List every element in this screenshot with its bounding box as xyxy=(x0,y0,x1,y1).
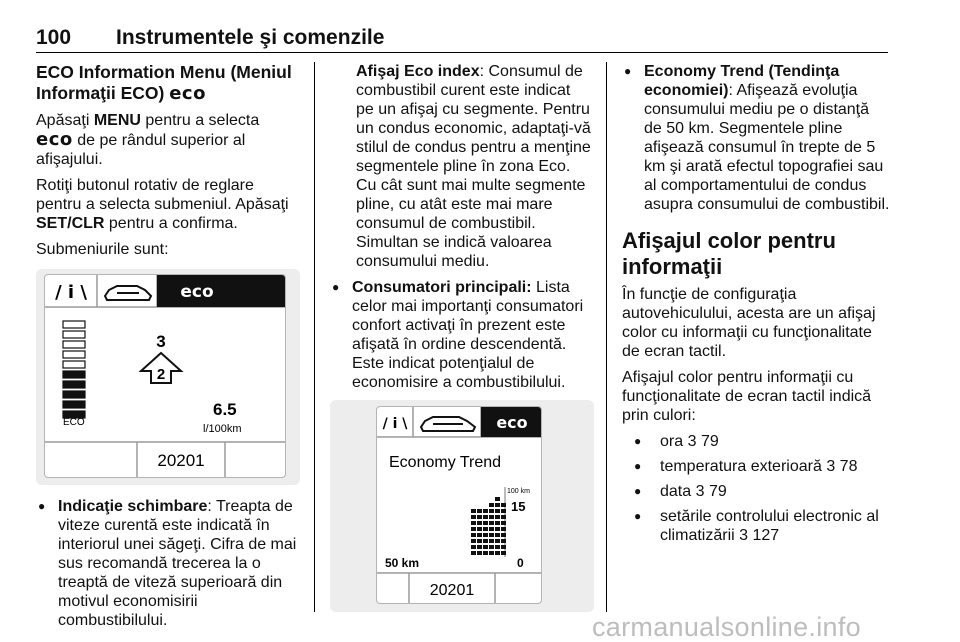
current-gear: 2 xyxy=(156,366,166,383)
page-ref-link[interactable]: 127 xyxy=(752,527,780,544)
trend-segment xyxy=(483,521,488,525)
trip-info-icon-2: / i \ xyxy=(382,416,408,432)
trend-segment xyxy=(489,503,494,507)
paragraph-color-display-2: Afişajul color pentru informaţii cu funcţionalitate de ecran tactil indică prin culori: xyxy=(622,369,872,424)
color-display-list xyxy=(622,432,890,545)
trend-segment xyxy=(471,551,476,555)
trend-segment xyxy=(471,527,476,531)
car-icon-2 xyxy=(421,417,475,431)
trend-segment xyxy=(489,545,494,549)
trend-segment xyxy=(489,551,494,555)
trend-segment xyxy=(477,545,482,549)
eco-glyph: eco xyxy=(169,83,206,104)
gear-shift-display xyxy=(45,275,286,478)
paragraph-eco-index: Afişaj Eco index: Consumul de combustibil curent este indicat pe un afişaj cu segmente. Pentru un condus economic, adaptaţi-vă stilul de condus pentru a menţine segmentele pline în zona Eco. Cu cât sunt mai multe segmente pline, cu atât este mai mare consumul de combustibil. Simultan se indică valoarea consumului mediu. xyxy=(356,63,591,270)
eco-segment xyxy=(63,351,85,358)
trend-segment xyxy=(477,509,482,513)
eco-segment xyxy=(63,371,85,378)
page-ref-link[interactable]: 78 xyxy=(839,458,858,475)
section-heading-eco-menu: ECO Information Menu (Meniul Informaţii ECO) eco xyxy=(36,62,292,104)
trend-segment xyxy=(489,539,494,543)
eco-glyph-inline: eco xyxy=(36,129,73,150)
trend-segment xyxy=(501,503,506,507)
trend-segment xyxy=(495,521,500,525)
trend-segment xyxy=(483,551,488,555)
column-2 xyxy=(330,62,592,612)
trend-segment xyxy=(495,551,500,555)
eco-segment xyxy=(63,341,85,348)
trend-segment xyxy=(495,509,500,513)
eco-display-image-2 xyxy=(330,400,594,612)
page-ref-icon: 3 xyxy=(695,483,705,500)
trend-segment xyxy=(495,545,500,549)
trend-bars xyxy=(471,497,506,555)
eco-segment xyxy=(63,361,85,368)
page-number: 100 xyxy=(36,26,72,49)
trend-segment xyxy=(495,539,500,543)
trend-segment xyxy=(495,497,500,501)
page-ref-link[interactable]: 79 xyxy=(700,433,719,450)
trend-segment xyxy=(489,521,494,525)
recommended-gear: 3 xyxy=(156,332,166,351)
column-1 xyxy=(36,62,300,638)
eco-display-screen-2 xyxy=(376,406,542,604)
trend-segment xyxy=(501,545,506,549)
eco-segment xyxy=(63,381,85,388)
odometer-value-2: 20201 xyxy=(429,582,475,599)
scale-value: 15 xyxy=(511,499,526,514)
trend-segment xyxy=(477,539,482,543)
consumption-unit: l/100km xyxy=(203,423,242,435)
eco-segment xyxy=(63,321,85,328)
eco-bar-label: ECO xyxy=(63,417,85,428)
trend-segment xyxy=(477,551,482,555)
paragraph-submenus: Submeniurile sunt: xyxy=(36,241,169,258)
watermark: carmanualsonline.info xyxy=(592,612,861,642)
trend-segment xyxy=(483,545,488,549)
trend-segment xyxy=(477,521,482,525)
trend-segment xyxy=(483,515,488,519)
header-rule xyxy=(36,52,888,53)
trend-segment xyxy=(471,545,476,549)
trend-segment xyxy=(501,551,506,555)
trend-segment xyxy=(477,533,482,537)
trend-segment xyxy=(501,539,506,543)
paragraph-color-display-1: În funcţie de configuraţia autovehiculului, acesta are un afişaj color cu informaţii cu funcţionalitate de ecran tactil. xyxy=(622,286,876,360)
eco-display-screen-1 xyxy=(44,274,286,478)
trend-segment xyxy=(471,509,476,513)
trend-segment xyxy=(489,515,494,519)
setclr-button-name: SET/CLR xyxy=(36,215,105,232)
odometer-value: 20201 xyxy=(157,451,205,470)
list-item: ● temperatura exterioară 3 78 xyxy=(622,457,890,476)
trend-segment xyxy=(483,509,488,513)
economy-trend-display xyxy=(377,407,542,604)
trend-segment xyxy=(483,533,488,537)
menu-button-name: MENU xyxy=(93,112,141,129)
list-item: ● data 3 79 xyxy=(622,482,890,501)
bullet-gear-shift: ● Indicaţie schimbare: Treapta de viteze curentă este indicată în interiorul unei săgeţi. Cifra de mai sus recomandă trecerea la o treaptă de viteză superioară din motivul economisirii combustibilului. xyxy=(36,497,300,630)
bullet-economy-trend: ● Economy Trend (Tendinţa economiei): Afişează evoluţia consumului mediu pe o distanţă de 50 km. Segmentele pline afişează consumul în trepte de 5 km şi arată efectul topografiei sau al comportamentului de condus asupra consumului de combustibil. xyxy=(622,62,890,214)
chapter-title: Instrumentele şi comenzile xyxy=(116,26,385,49)
axis-label-50km: 50 km xyxy=(385,556,420,570)
trend-segment xyxy=(483,539,488,543)
trend-segment xyxy=(477,515,482,519)
trend-segment xyxy=(471,533,476,537)
column-divider-1 xyxy=(314,62,315,612)
eco-segment xyxy=(63,391,85,398)
page-ref-icon: 3 xyxy=(826,458,836,475)
trend-segment xyxy=(489,527,494,531)
trend-segment xyxy=(471,539,476,543)
trend-segment xyxy=(495,533,500,537)
trip-info-icon: / i \ xyxy=(55,282,87,303)
eco-display-image-1 xyxy=(36,269,300,485)
trend-segment xyxy=(501,509,506,513)
eco-segment xyxy=(63,331,85,338)
trend-segment xyxy=(477,527,482,531)
list-item: ● ora 3 79 xyxy=(622,432,890,451)
eco-segment-bar xyxy=(63,321,85,418)
paragraph-rotate: Rotiţi butonul rotativ de reglare pentru a selecta submeniul. Apăsaţi SET/CLR pentru a confirma. xyxy=(36,177,289,232)
section-heading-color-display: Afişajul color pentru informaţii xyxy=(622,228,836,279)
trend-segment xyxy=(495,503,500,507)
bullet-main-consumers: ● Consumatori principali: Lista celor mai importanţi consumatori confort activaţi în prezent este afişată în ordine descendentă. Este indicat potenţialul de economisire a combustibilului. xyxy=(330,278,592,392)
trend-segment xyxy=(483,527,488,531)
scale-unit: 100 km xyxy=(507,488,530,495)
column-3 xyxy=(622,62,890,551)
paragraph-menu: Apăsaţi MENU pentru a selecta eco de pe rândul superior al afişajului. xyxy=(36,112,260,168)
economy-trend-title: Economy Trend xyxy=(389,454,502,471)
trend-segment xyxy=(489,509,494,513)
page-ref-icon: 3 xyxy=(739,527,749,544)
axis-label-zero: 0 xyxy=(517,556,524,570)
trend-segment xyxy=(471,521,476,525)
eco-segment xyxy=(63,401,85,408)
trend-segment xyxy=(495,527,500,531)
page-ref-icon: 3 xyxy=(687,433,697,450)
list-item: ● setările controlului electronic al climatizării 3 127 xyxy=(622,507,890,545)
trend-segment xyxy=(495,515,500,519)
consumption-value: 6.5 xyxy=(213,400,237,419)
page-header xyxy=(36,26,888,54)
trend-segment xyxy=(501,521,506,525)
trend-segment xyxy=(471,515,476,519)
trend-segment xyxy=(489,533,494,537)
eco-tab: eco xyxy=(180,282,214,302)
page-ref-link[interactable]: 79 xyxy=(708,483,727,500)
trend-segment xyxy=(501,527,506,531)
car-icon xyxy=(105,286,151,300)
column-divider-2 xyxy=(606,62,607,612)
trend-segment xyxy=(501,533,506,537)
trend-segment xyxy=(501,515,506,519)
eco-tab-2: eco xyxy=(496,413,528,432)
